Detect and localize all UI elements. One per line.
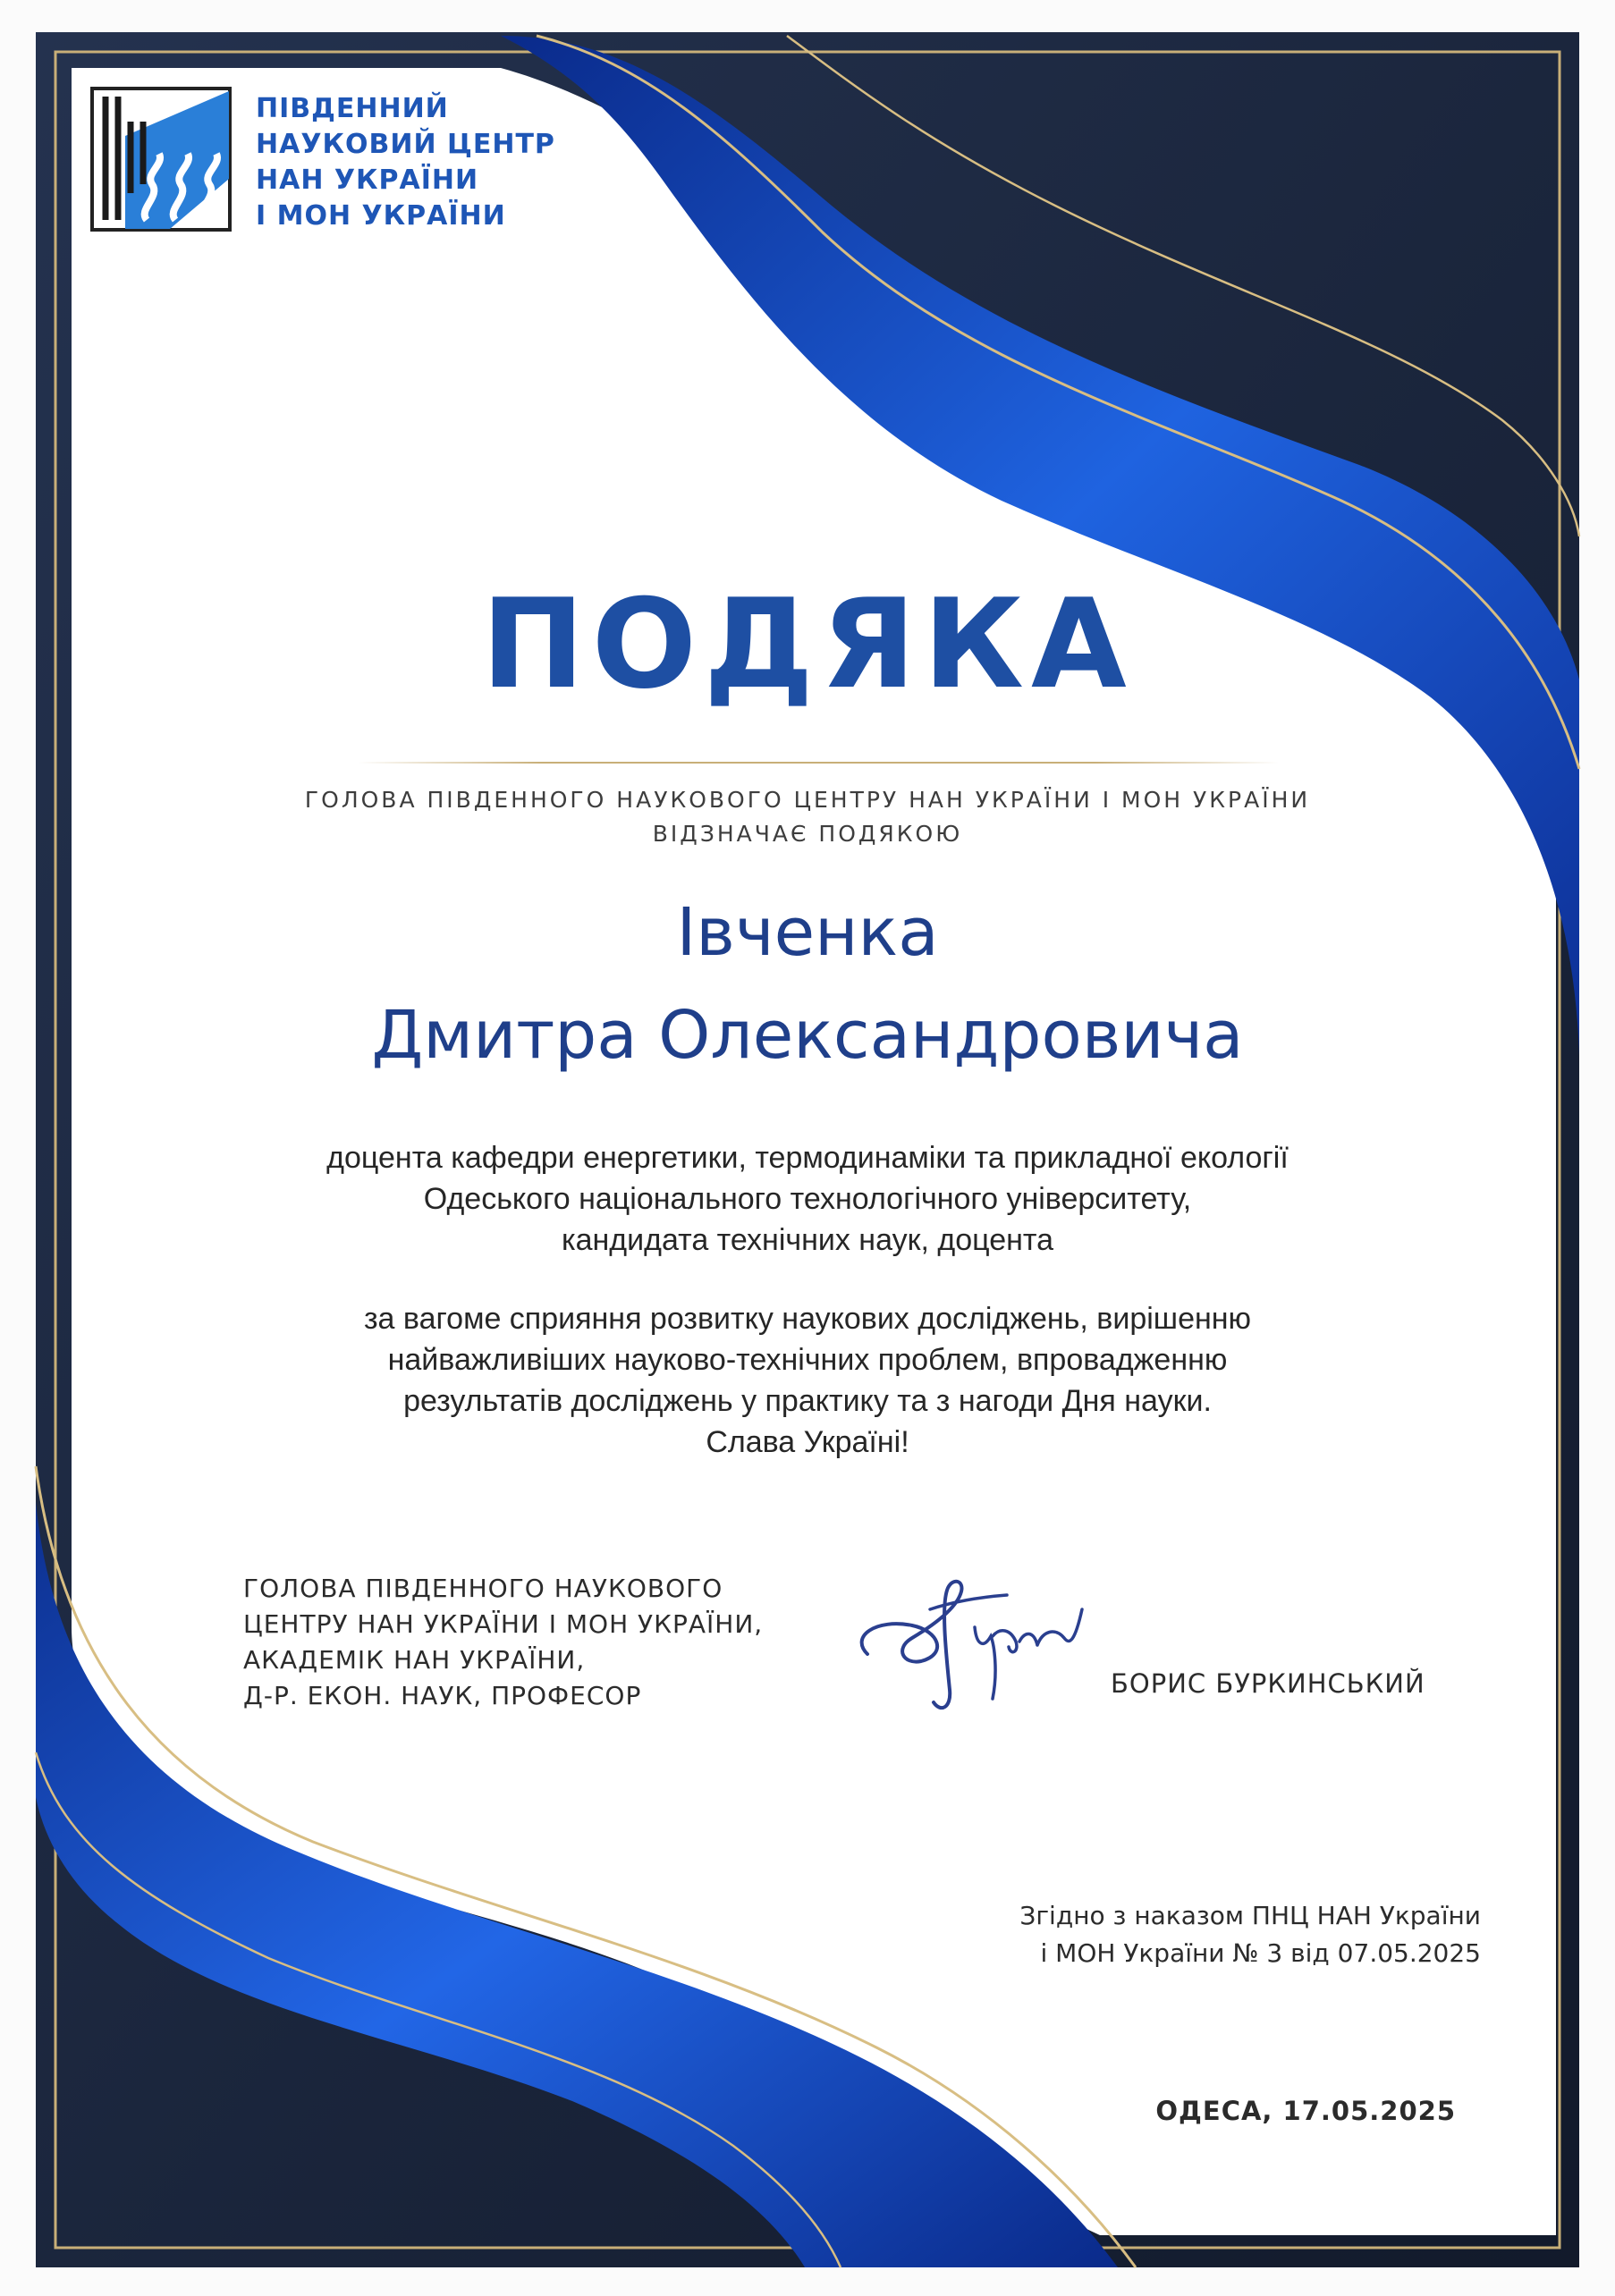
- signatory-title-line: Д-Р. ЕКОН. НАУК, ПРОФЕСОР: [243, 1681, 642, 1710]
- organization-name-line: НАН УКРАЇНИ: [256, 165, 479, 196]
- signatory-title-line: ГОЛОВА ПІВДЕННОГО НАУКОВОГО: [243, 1574, 723, 1603]
- organization-name-line: НАУКОВИЙ ЦЕНТР: [256, 129, 555, 160]
- order-reference-line: Згідно з наказом ПНЦ НАН України: [1019, 1901, 1481, 1930]
- signatory-title-line: АКАДЕМІК НАН УКРАЇНИ,: [243, 1645, 586, 1675]
- recipient-surname: Івченка: [676, 894, 939, 971]
- signatory-title-line: ЦЕНТРУ НАН УКРАЇНИ І МОН УКРАЇНИ,: [243, 1609, 764, 1639]
- reason-line: найважливіших науково-технічних проблем, впровадженню: [387, 1343, 1228, 1377]
- subtitle-line: ВІДЗНАЧАЄ ПОДЯКОЮ: [652, 821, 963, 847]
- signatory-name: БОРИС БУРКИНСЬКИЙ: [1111, 1668, 1425, 1699]
- reason-line: за вагоме сприяння розвитку наукових досліджень, вирішенню: [363, 1302, 1252, 1336]
- certificate-title: ПОДЯКА: [481, 572, 1134, 716]
- recipient-given-names: Дмитра Олександровича: [371, 997, 1244, 1074]
- organization-name-line: ПІВДЕННИЙ: [256, 93, 449, 124]
- organization-name-line: І МОН УКРАЇНИ: [256, 200, 506, 232]
- closing-line: Слава Україні!: [706, 1425, 909, 1459]
- position-line: кандидата технічних наук, доцента: [562, 1223, 1053, 1257]
- place-and-date: ОДЕСА, 17.05.2025: [1155, 2096, 1456, 2126]
- position-line: доцента кафедри енергетики, термодинаміки та прикладної екології: [326, 1141, 1289, 1175]
- position-line: Одеського національного технологічного університету,: [423, 1182, 1192, 1216]
- title-divider: [358, 762, 1279, 764]
- order-reference-line: і МОН України № 3 від 07.05.2025: [1040, 1938, 1481, 1968]
- organization-logo-icon: [89, 86, 233, 232]
- reason-line: результатів досліджень у практику та з нагоди Дня науки.: [403, 1384, 1212, 1418]
- subtitle-line: ГОЛОВА ПІВДЕННОГО НАУКОВОГО ЦЕНТРУ НАН УКРАЇНИ І МОН УКРАЇНИ: [304, 787, 1311, 813]
- handwritten-signature: [841, 1556, 1109, 1735]
